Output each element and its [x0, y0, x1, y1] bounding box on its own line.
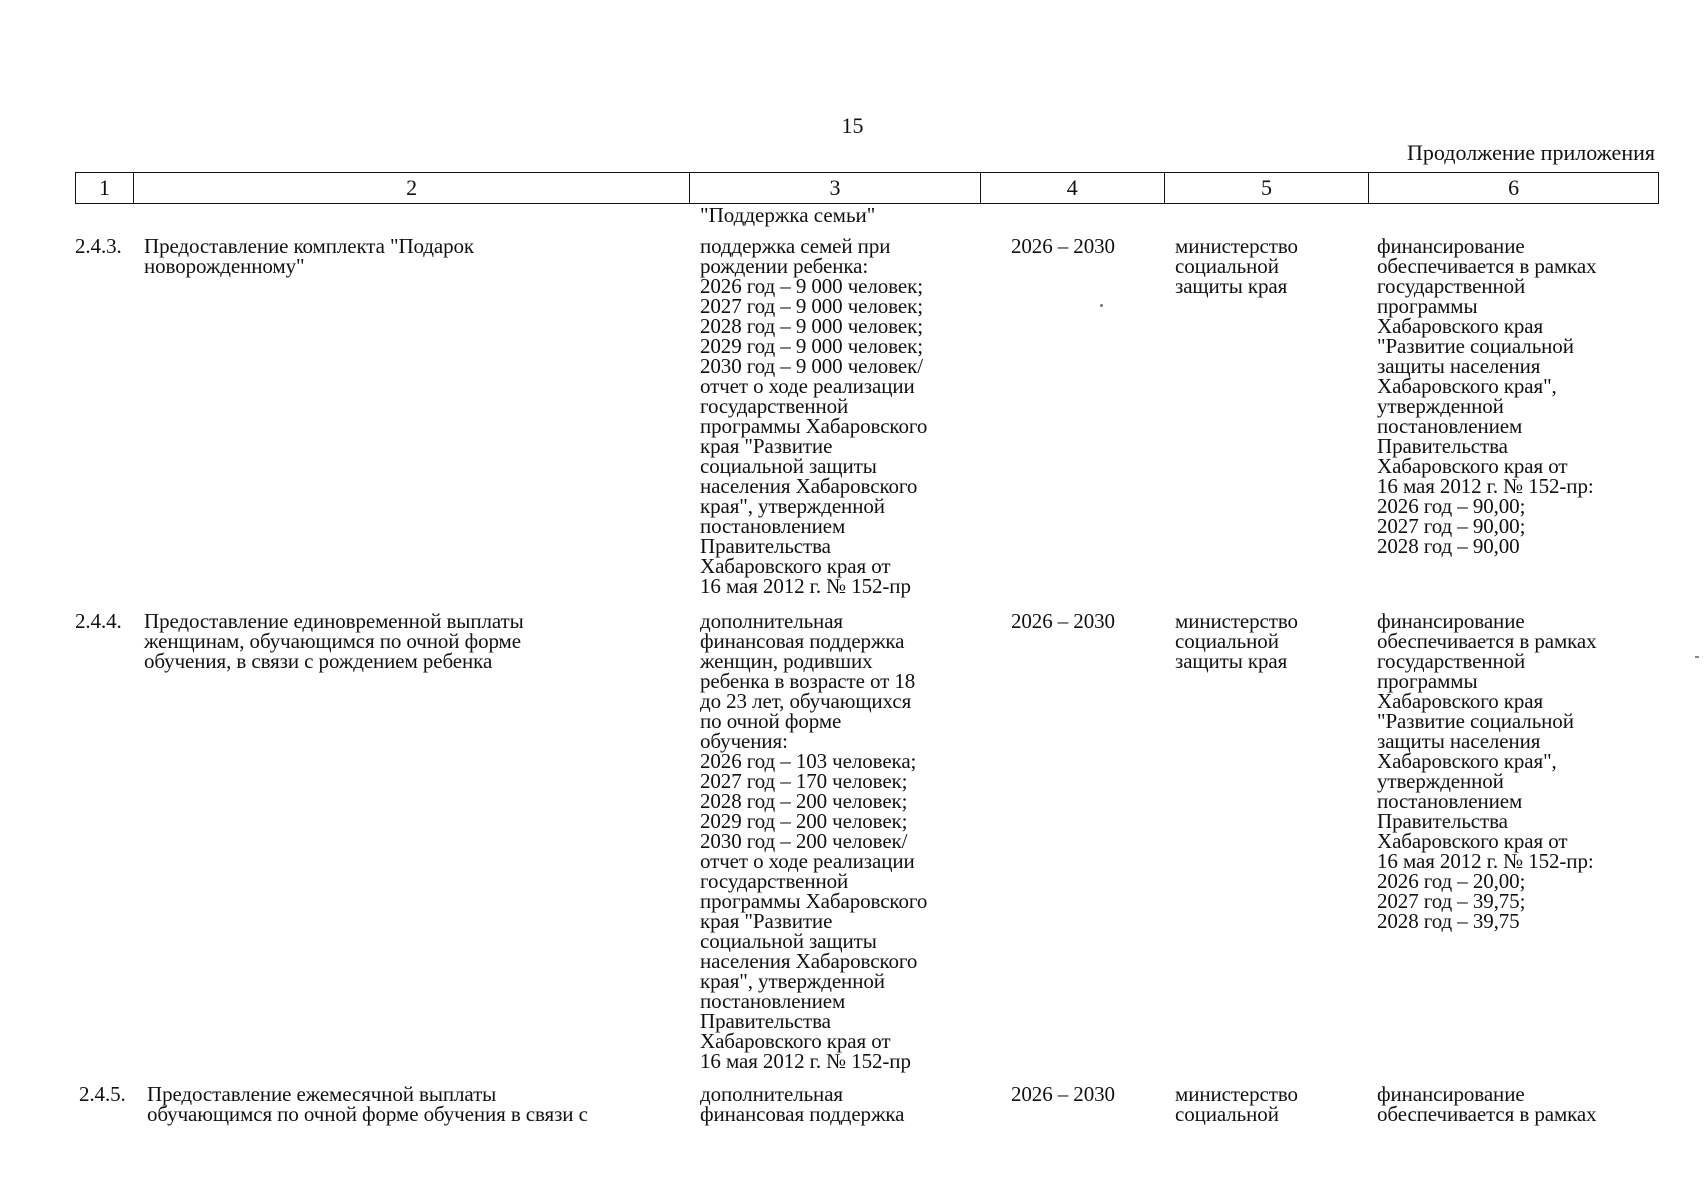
- text-line: Предоставление единовременной выплаты: [144, 609, 524, 633]
- text-line: 2027 год – 9 000 человек;: [700, 294, 923, 318]
- item-result: [700, 611, 980, 1071]
- header-col-2: 2: [133, 173, 689, 203]
- text-line: министерство: [1175, 1082, 1298, 1106]
- text-line: программы: [1377, 294, 1478, 318]
- item-number: 2.4.4.: [75, 609, 122, 633]
- text-line: Предоставление ежемесячной выплаты: [147, 1082, 497, 1106]
- item-title: [144, 236, 684, 276]
- text-line: 2029 год – 200 человек;: [700, 809, 908, 833]
- text-line: Правительства: [1377, 809, 1508, 833]
- item-period: 2026 – 2030: [1011, 609, 1115, 633]
- text-line: Хабаровского края от: [700, 1029, 891, 1053]
- text-line: защиты края: [1175, 274, 1288, 298]
- text-line: Хабаровского края от: [1377, 829, 1568, 853]
- item-financing: [1377, 1084, 1647, 1124]
- text-line: социальной: [1175, 1102, 1279, 1126]
- text-line: 2026 год – 9 000 человек;: [700, 274, 923, 298]
- text-line: защиты населения: [1377, 729, 1541, 753]
- text-line: 2026 год – 103 человека;: [700, 749, 917, 773]
- text-line: государственной: [1377, 649, 1526, 673]
- text-line: отчет о ходе реализации: [700, 849, 915, 873]
- text-line: программы: [1377, 669, 1478, 693]
- text-line: женщинам, обучающимся по очной форме: [144, 629, 521, 653]
- text-line: поддержка семей при: [700, 234, 891, 258]
- text-line: финансирование: [1377, 609, 1525, 633]
- text-line: программы Хабаровского: [700, 889, 928, 913]
- text-line: 16 мая 2012 г. № 152-пр:: [1377, 474, 1594, 498]
- item-title: [147, 1084, 687, 1124]
- header-col-1: 1: [98, 175, 110, 200]
- text-line: населения Хабаровского: [700, 474, 918, 498]
- text-line: ребенка в возрасте от 18: [700, 669, 916, 693]
- item-executor: [1175, 611, 1355, 671]
- header-col-4: 4: [980, 173, 1164, 203]
- text-line: финансирование: [1377, 234, 1525, 258]
- text-line: 2028 год – 39,75: [1377, 909, 1520, 933]
- item-financing: [1377, 236, 1647, 556]
- text-line: населения Хабаровского: [700, 949, 918, 973]
- text-line: постановлением: [1377, 789, 1523, 813]
- text-line: обучающимся по очной форме обучения в связи с: [147, 1102, 588, 1126]
- item-number: 2.4.3.: [75, 234, 122, 258]
- text-line: Предоставление комплекта "Подарок: [144, 234, 475, 258]
- text-line: государственной: [700, 394, 849, 418]
- text-line: постановлением: [700, 989, 846, 1013]
- text-line: Правительства: [700, 534, 831, 558]
- item-executor: [1175, 236, 1355, 296]
- scan-speck: [1695, 656, 1699, 658]
- text-line: 2027 год – 170 человек;: [700, 769, 908, 793]
- text-line: Хабаровского края: [1377, 314, 1544, 338]
- page-number: 15: [841, 113, 864, 138]
- text-line: 2028 год – 9 000 человек;: [700, 314, 923, 338]
- scan-speck: [1100, 304, 1103, 307]
- text-line: 2030 год – 9 000 человек/: [700, 354, 923, 378]
- text-line: Хабаровского края: [1377, 689, 1544, 713]
- text-line: женщин, родивших: [700, 649, 873, 673]
- text-line: государственной: [1377, 274, 1526, 298]
- item-result: [700, 236, 980, 596]
- text-line: утвержденной: [1377, 769, 1504, 793]
- text-line: финансовая поддержка: [700, 629, 905, 653]
- text-line: 16 мая 2012 г. № 152-пр: [700, 574, 911, 598]
- text-line: обучения:: [700, 729, 788, 753]
- text-line: защиты населения: [1377, 354, 1541, 378]
- text-line: 2028 год – 90,00: [1377, 534, 1520, 558]
- item-executor: [1175, 1084, 1355, 1124]
- text-line: до 23 лет, обучающихся: [700, 689, 912, 713]
- text-line: обеспечивается в рамках: [1377, 1102, 1597, 1126]
- text-line: "Развитие социальной: [1377, 709, 1574, 733]
- text-line: края "Развитие: [700, 909, 833, 933]
- text-line: 2026 год – 90,00;: [1377, 494, 1526, 518]
- text-line: финансовая поддержка: [700, 1102, 905, 1126]
- text-line: края", утвержденной: [700, 969, 885, 993]
- text-line: постановлением: [1377, 414, 1523, 438]
- text-line: Хабаровского края",: [1377, 374, 1557, 398]
- text-line: социальной защиты: [700, 929, 877, 953]
- header-col-6: 6: [1368, 173, 1658, 203]
- text-line: утвержденной: [1377, 394, 1504, 418]
- text-line: государственной: [700, 869, 849, 893]
- text-line: министерство: [1175, 234, 1298, 258]
- text-line: 2027 год – 39,75;: [1377, 889, 1526, 913]
- text-line: постановлением: [700, 514, 846, 538]
- item-period: 2026 – 2030: [1011, 1082, 1115, 1106]
- text-line: Хабаровского края",: [1377, 749, 1557, 773]
- text-line: министерство: [1175, 609, 1298, 633]
- text-line: новорожденному": [144, 254, 305, 278]
- text-line: края "Развитие: [700, 434, 833, 458]
- text-line: финансирование: [1377, 1082, 1525, 1106]
- text-line: 2029 год – 9 000 человек;: [700, 334, 923, 358]
- text-line: обеспечивается в рамках: [1377, 254, 1597, 278]
- text-line: 2030 год – 200 человек/: [700, 829, 908, 853]
- text-line: социальной: [1175, 629, 1279, 653]
- text-line: 2026 год – 20,00;: [1377, 869, 1526, 893]
- text-line: обучения, в связи с рождением ребенка: [144, 649, 493, 673]
- text-line: программы Хабаровского: [700, 414, 928, 438]
- text-line: по очной форме: [700, 709, 842, 733]
- item-period: 2026 – 2030: [1011, 234, 1115, 258]
- text-line: обеспечивается в рамках: [1377, 629, 1597, 653]
- text-line: дополнительная: [700, 609, 843, 633]
- item-result: [700, 1084, 980, 1124]
- text-line: Правительства: [700, 1009, 831, 1033]
- text-line: дополнительная: [700, 1082, 843, 1106]
- header-col-3: 3: [689, 173, 980, 203]
- item-number: 2.4.5.: [79, 1082, 126, 1106]
- column-number-header: [75, 172, 1659, 204]
- text-line: социальной: [1175, 254, 1279, 278]
- item-financing: [1377, 611, 1647, 931]
- text-line: края", утвержденной: [700, 494, 885, 518]
- text-line: социальной защиты: [700, 454, 877, 478]
- text-line: 16 мая 2012 г. № 152-пр:: [1377, 849, 1594, 873]
- text-line: Хабаровского края от: [1377, 454, 1568, 478]
- text-line: Хабаровского края от: [700, 554, 891, 578]
- header-col-5: 5: [1164, 173, 1369, 203]
- carryover-text: "Поддержка семьи": [700, 203, 876, 227]
- text-line: 2027 год – 90,00;: [1377, 514, 1526, 538]
- text-line: 2028 год – 200 человек;: [700, 789, 908, 813]
- text-line: Правительства: [1377, 434, 1508, 458]
- text-line: "Развитие социальной: [1377, 334, 1574, 358]
- text-line: отчет о ходе реализации: [700, 374, 915, 398]
- text-line: защиты края: [1175, 649, 1288, 673]
- item-title: [144, 611, 684, 671]
- text-line: рождении ребенка:: [700, 254, 869, 278]
- text-line: 16 мая 2012 г. № 152-пр: [700, 1049, 911, 1073]
- continuation-label: Продолжение приложения: [1407, 140, 1655, 165]
